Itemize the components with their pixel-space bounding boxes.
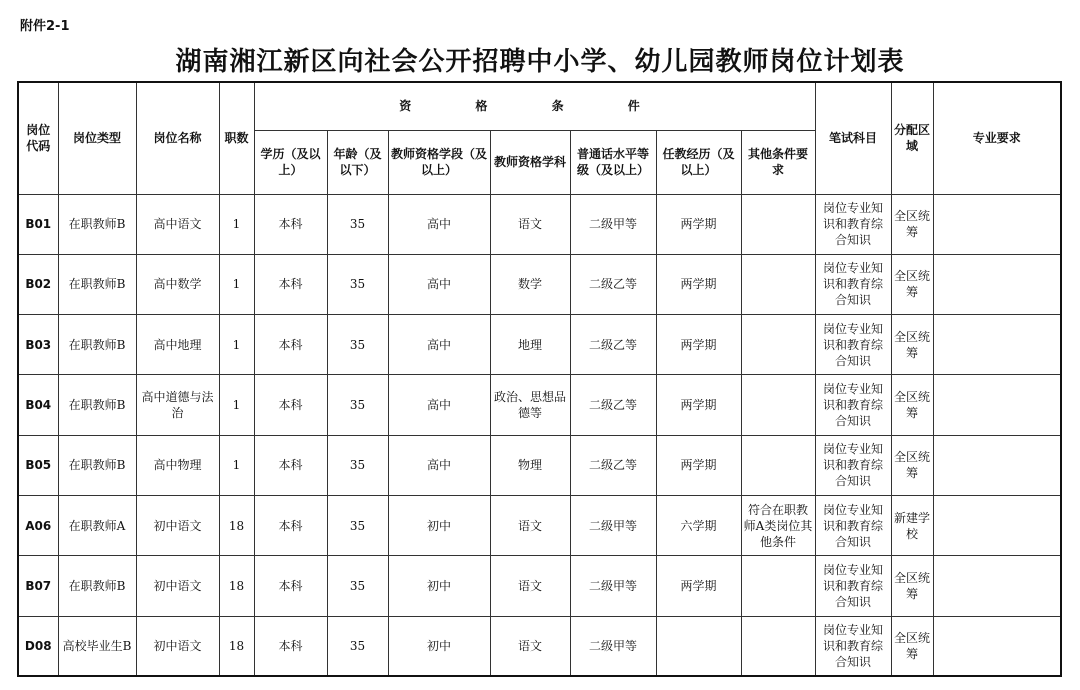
- cell-exam: 岗位专业知识和教育综合知识: [815, 254, 891, 314]
- cell-mandarin: 二级乙等: [570, 315, 656, 375]
- cell-type: 高校毕业生B: [58, 616, 136, 676]
- cell-cert-level: 初中: [388, 556, 490, 616]
- cell-experience: 两学期: [656, 435, 741, 495]
- cell-major: [933, 375, 1061, 435]
- cell-cert-level: 高中: [388, 254, 490, 314]
- cell-type: 在职教师B: [58, 375, 136, 435]
- cell-major: [933, 315, 1061, 375]
- cell-other: [741, 435, 815, 495]
- cell-age: 35: [327, 315, 388, 375]
- cell-cert-subject: 语文: [490, 616, 570, 676]
- cell-cert-level: 初中: [388, 495, 490, 555]
- cell-region: 全区统筹: [891, 254, 933, 314]
- cell-name: 初中语文: [136, 616, 219, 676]
- cell-cert-level: 初中: [388, 616, 490, 676]
- table-header: [18, 82, 1061, 194]
- cell-region: 新建学校: [891, 495, 933, 555]
- cell-mandarin: 二级甲等: [570, 194, 656, 254]
- cell-age: 35: [327, 254, 388, 314]
- cell-age: 35: [327, 194, 388, 254]
- header-qualifications: 资 格 条 件: [254, 82, 815, 130]
- cell-code: B07: [18, 556, 58, 616]
- cell-mandarin: 二级乙等: [570, 435, 656, 495]
- table-body: [18, 194, 1061, 676]
- header-other: 其他条件要求: [741, 130, 815, 194]
- cell-experience: 两学期: [656, 315, 741, 375]
- cell-experience: 两学期: [656, 194, 741, 254]
- cell-experience: 六学期: [656, 495, 741, 555]
- cell-count: 18: [219, 495, 254, 555]
- cell-age: 35: [327, 556, 388, 616]
- cell-exam: 岗位专业知识和教育综合知识: [815, 616, 891, 676]
- cell-count: 18: [219, 616, 254, 676]
- cell-age: 35: [327, 495, 388, 555]
- cell-major: [933, 194, 1061, 254]
- position-plan-table: [17, 81, 1062, 677]
- cell-other: [741, 254, 815, 314]
- cell-mandarin: 二级甲等: [570, 556, 656, 616]
- cell-other: 符合在职教师A类岗位其他条件: [741, 495, 815, 555]
- cell-age: 35: [327, 375, 388, 435]
- cell-major: [933, 556, 1061, 616]
- cell-exam: 岗位专业知识和教育综合知识: [815, 375, 891, 435]
- header-experience: 任教经历（及以上）: [656, 130, 741, 194]
- cell-type: 在职教师B: [58, 556, 136, 616]
- table-row: [18, 435, 1061, 495]
- cell-exam: 岗位专业知识和教育综合知识: [815, 435, 891, 495]
- cell-code: B04: [18, 375, 58, 435]
- header-cert-level: 教师资格学段（及以上）: [388, 130, 490, 194]
- cell-code: D08: [18, 616, 58, 676]
- cell-name: 高中数学: [136, 254, 219, 314]
- cell-type: 在职教师B: [58, 254, 136, 314]
- table-row: [18, 495, 1061, 555]
- header-age: 年龄（及以下）: [327, 130, 388, 194]
- cell-education: 本科: [254, 435, 327, 495]
- cell-other: [741, 194, 815, 254]
- cell-major: [933, 254, 1061, 314]
- cell-mandarin: 二级乙等: [570, 254, 656, 314]
- cell-education: 本科: [254, 616, 327, 676]
- cell-name: 初中语文: [136, 556, 219, 616]
- cell-count: 1: [219, 254, 254, 314]
- cell-cert-subject: 语文: [490, 495, 570, 555]
- header-count: 职数: [219, 82, 254, 194]
- cell-cert-subject: 语文: [490, 556, 570, 616]
- cell-cert-level: 高中: [388, 315, 490, 375]
- cell-region: 全区统筹: [891, 315, 933, 375]
- header-mandarin: 普通话水平等级（及以上）: [570, 130, 656, 194]
- cell-cert-subject: 语文: [490, 194, 570, 254]
- header-major: 专业要求: [933, 82, 1061, 194]
- cell-region: 全区统筹: [891, 435, 933, 495]
- cell-cert-level: 高中: [388, 375, 490, 435]
- cell-cert-level: 高中: [388, 435, 490, 495]
- cell-type: 在职教师B: [58, 194, 136, 254]
- cell-exam: 岗位专业知识和教育综合知识: [815, 194, 891, 254]
- cell-other: [741, 315, 815, 375]
- table-row: [18, 194, 1061, 254]
- cell-exam: 岗位专业知识和教育综合知识: [815, 495, 891, 555]
- cell-region: 全区统筹: [891, 375, 933, 435]
- cell-age: 35: [327, 435, 388, 495]
- cell-count: 1: [219, 315, 254, 375]
- cell-cert-subject: 数学: [490, 254, 570, 314]
- cell-major: [933, 616, 1061, 676]
- table-row: [18, 616, 1061, 676]
- cell-type: 在职教师B: [58, 315, 136, 375]
- cell-major: [933, 435, 1061, 495]
- table-row: [18, 254, 1061, 314]
- cell-name: 高中语文: [136, 194, 219, 254]
- cell-cert-subject: 地理: [490, 315, 570, 375]
- table-row: [18, 315, 1061, 375]
- cell-cert-level: 高中: [388, 194, 490, 254]
- cell-exam: 岗位专业知识和教育综合知识: [815, 315, 891, 375]
- cell-mandarin: 二级甲等: [570, 495, 656, 555]
- cell-name: 高中物理: [136, 435, 219, 495]
- cell-cert-subject: 政治、思想品德等: [490, 375, 570, 435]
- cell-education: 本科: [254, 495, 327, 555]
- cell-education: 本科: [254, 315, 327, 375]
- cell-name: 初中语文: [136, 495, 219, 555]
- header-cert-subject: 教师资格学科: [490, 130, 570, 194]
- cell-code: B02: [18, 254, 58, 314]
- cell-education: 本科: [254, 194, 327, 254]
- cell-code: B05: [18, 435, 58, 495]
- cell-code: B01: [18, 194, 58, 254]
- cell-experience: 两学期: [656, 375, 741, 435]
- cell-exam: 岗位专业知识和教育综合知识: [815, 556, 891, 616]
- page-title: 湖南湘江新区向社会公开招聘中小学、幼儿园教师岗位计划表: [175, 47, 905, 77]
- cell-region: 全区统筹: [891, 616, 933, 676]
- cell-name: 高中道德与法治: [136, 375, 219, 435]
- cell-code: B03: [18, 315, 58, 375]
- header-type: 岗位类型: [58, 82, 136, 194]
- cell-code: A06: [18, 495, 58, 555]
- cell-region: 全区统筹: [891, 556, 933, 616]
- cell-other: [741, 375, 815, 435]
- cell-experience: 两学期: [656, 254, 741, 314]
- cell-major: [933, 495, 1061, 555]
- cell-count: 1: [219, 194, 254, 254]
- header-exam: 笔试科目: [815, 82, 891, 194]
- cell-mandarin: 二级甲等: [570, 616, 656, 676]
- cell-count: 1: [219, 375, 254, 435]
- cell-education: 本科: [254, 254, 327, 314]
- header-code: 岗位代码: [18, 82, 58, 194]
- cell-experience: 两学期: [656, 556, 741, 616]
- cell-name: 高中地理: [136, 315, 219, 375]
- cell-experience: [656, 616, 741, 676]
- header-region: 分配区域: [891, 82, 933, 194]
- cell-count: 1: [219, 435, 254, 495]
- cell-age: 35: [327, 616, 388, 676]
- annex-label: 附件2-1: [20, 19, 70, 34]
- header-education: 学历（及以上）: [254, 130, 327, 194]
- cell-mandarin: 二级乙等: [570, 375, 656, 435]
- cell-type: 在职教师B: [58, 435, 136, 495]
- cell-region: 全区统筹: [891, 194, 933, 254]
- cell-type: 在职教师A: [58, 495, 136, 555]
- cell-other: [741, 616, 815, 676]
- cell-count: 18: [219, 556, 254, 616]
- table-row: [18, 556, 1061, 616]
- cell-other: [741, 556, 815, 616]
- cell-education: 本科: [254, 556, 327, 616]
- cell-education: 本科: [254, 375, 327, 435]
- table-row: [18, 375, 1061, 435]
- header-name: 岗位名称: [136, 82, 219, 194]
- cell-cert-subject: 物理: [490, 435, 570, 495]
